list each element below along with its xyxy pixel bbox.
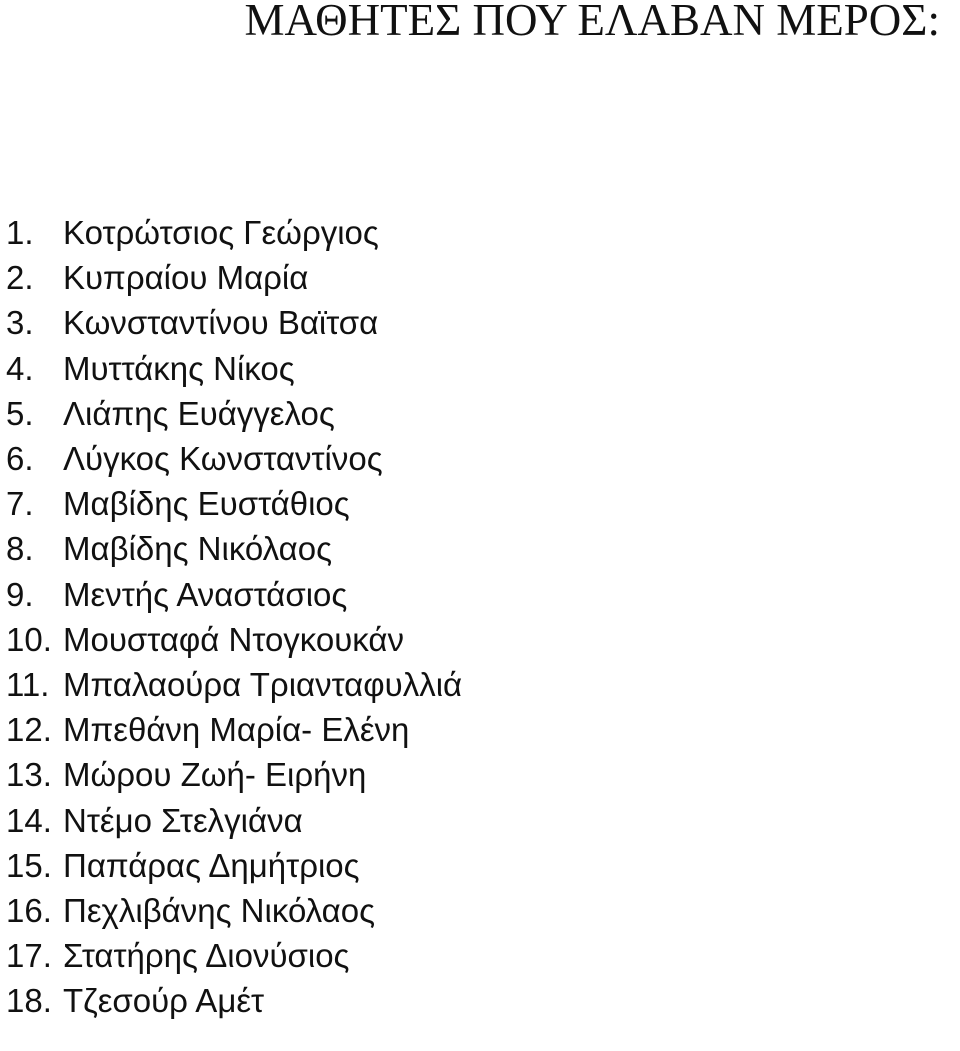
list-item-name: Μουσταφά Ντογκουκάν: [63, 620, 404, 658]
list-item-number: 17.: [6, 937, 52, 975]
student-list: [6, 210, 462, 1024]
list-item-name: Μαβίδης Ευστάθιος: [63, 485, 350, 523]
list-item-name: Στατήρης Διονύσιος: [63, 937, 350, 975]
list-item: [6, 617, 462, 662]
list-item-name: Τζεσούρ Αμέτ: [63, 982, 265, 1020]
list-item-number: 6.: [6, 440, 34, 478]
list-item-name: Πεχλιβάνης Νικόλαος: [63, 892, 376, 930]
list-item: [6, 391, 462, 436]
list-item-number: 2.: [6, 259, 34, 297]
list-item: [6, 843, 462, 888]
list-item: [6, 300, 462, 345]
list-item-number: 11.: [6, 666, 50, 704]
list-item-number: 1.: [6, 214, 34, 251]
list-item: [6, 210, 462, 255]
list-item-name: Κυπραίου Μαρία: [63, 259, 309, 297]
list-item: [6, 572, 462, 617]
page-title: ΜΑΘΗΤΕΣ ΠΟΥ ΕΛΑΒΑΝ ΜΕΡΟΣ:: [244, 0, 940, 45]
list-item: [6, 798, 462, 843]
list-item: [6, 346, 462, 391]
list-item: [6, 888, 462, 933]
list-item: [6, 481, 462, 526]
list-item-name: Κοτρώτσιος Γεώργιος: [63, 214, 379, 251]
list-item: [6, 526, 462, 571]
list-item-number: 7.: [6, 485, 34, 523]
list-item: [6, 255, 462, 300]
list-item-number: 9.: [6, 575, 34, 613]
list-item-name: Μαβίδης Νικόλαος: [63, 530, 332, 568]
list-item: [6, 933, 462, 978]
list-item-name: Λύγκος Κωνσταντίνος: [63, 440, 383, 478]
list-item-name: Μυττάκης Νίκος: [63, 349, 295, 387]
list-item-number: 13.: [6, 756, 52, 794]
list-item-number: 5.: [6, 394, 34, 432]
list-item-number: 14.: [6, 801, 52, 839]
list-item-number: 18.: [6, 982, 52, 1020]
list-item: [6, 662, 462, 707]
list-item: [6, 436, 462, 481]
list-item: [6, 978, 462, 1023]
list-item-number: 16.: [6, 892, 52, 930]
list-item-number: 12.: [6, 711, 52, 749]
list-item-name: Μεντής Αναστάσιος: [63, 575, 348, 613]
list-item: [6, 707, 462, 752]
list-item-name: Παπάρας Δημήτριος: [63, 846, 360, 884]
list-item-name: Μώρου Ζωή- Ειρήνη: [63, 756, 367, 794]
list-item-name: Κωνσταντίνου Βαϊτσα: [63, 304, 379, 342]
list-item-number: 3.: [6, 304, 34, 342]
list-item-name: Ντέμο Στελγιάνα: [63, 801, 303, 839]
list-item-number: 8.: [6, 530, 34, 568]
list-item-number: 15.: [6, 846, 52, 884]
list-item: [6, 752, 462, 797]
list-item-name: Μπεθάνη Μαρία- Ελένη: [63, 711, 410, 749]
list-item-name: Μπαλαούρα Τριανταφυλλιά: [63, 666, 463, 704]
list-item-number: 4.: [6, 349, 34, 387]
list-item-name: Λιάπης Ευάγγελος: [63, 394, 335, 432]
list-item-number: 10.: [6, 620, 52, 658]
